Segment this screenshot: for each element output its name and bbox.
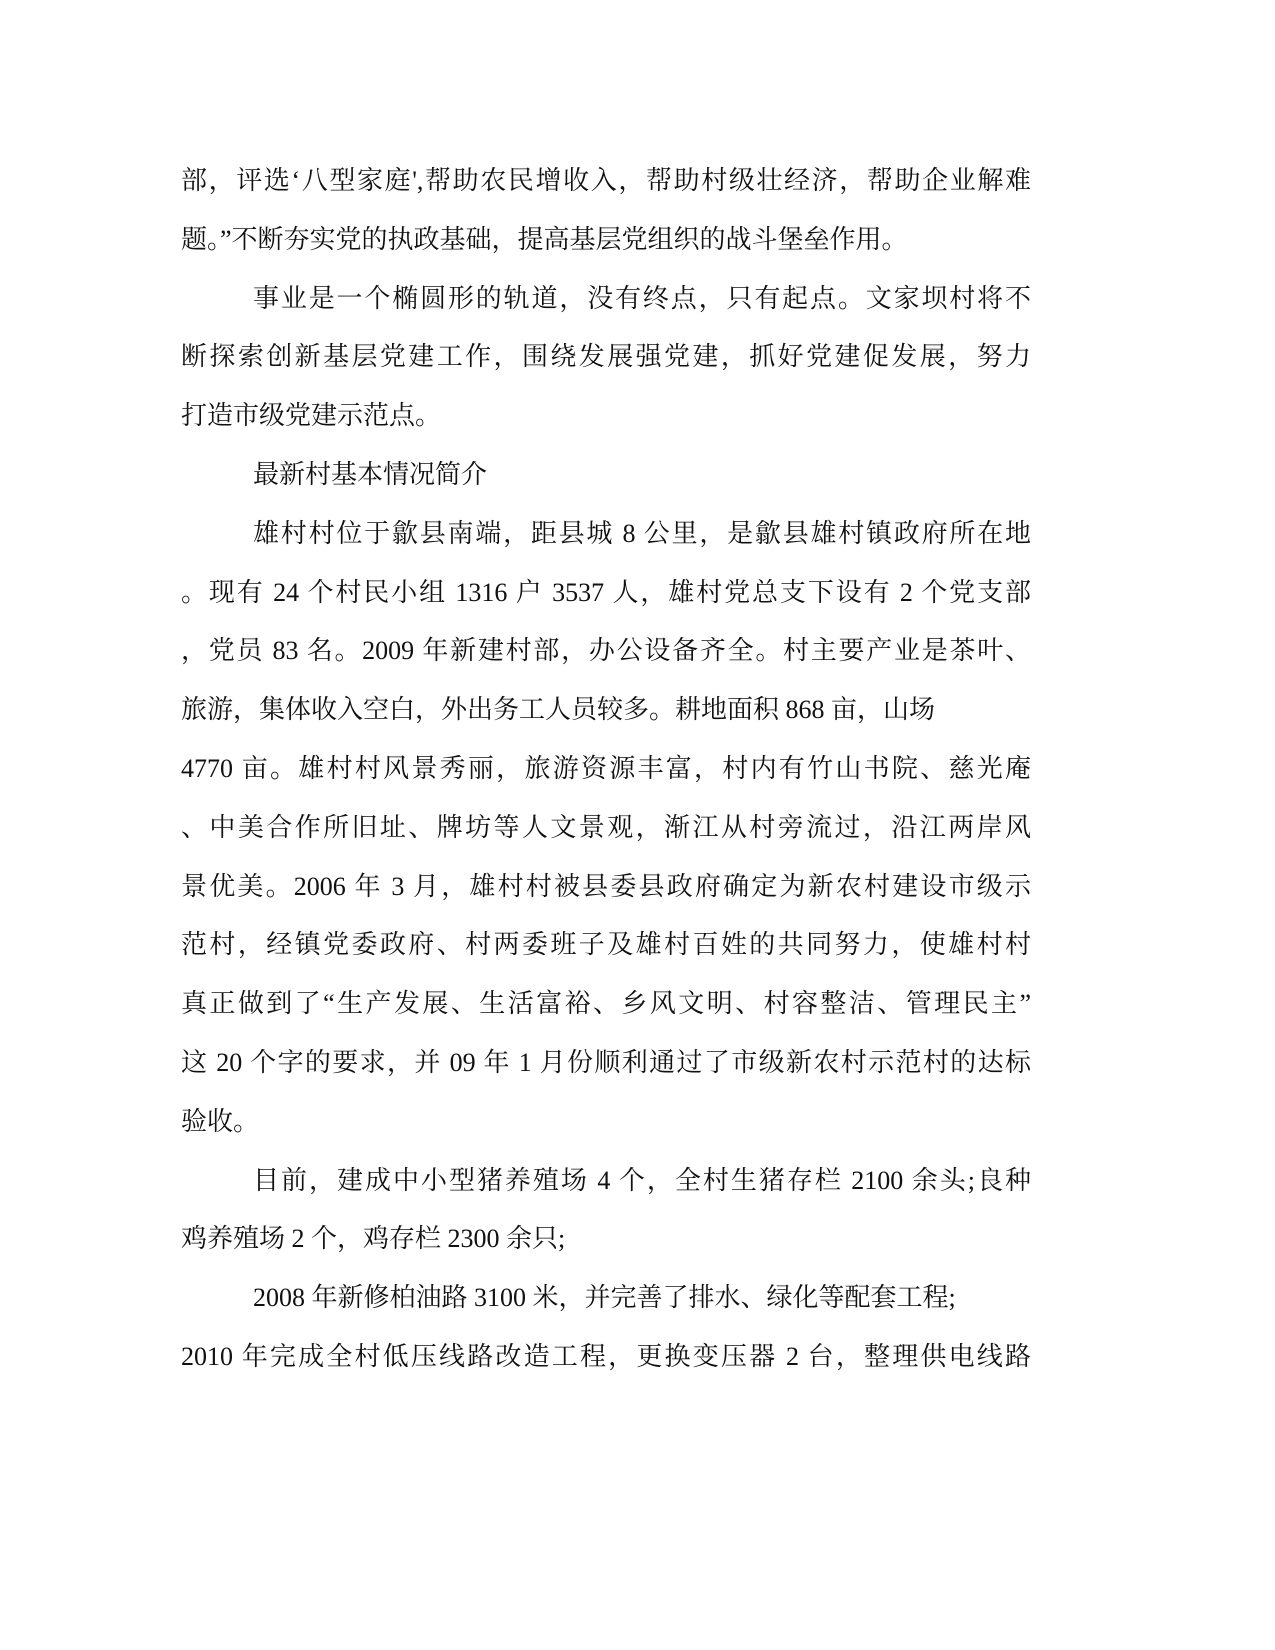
text-line: 断探索创新基层党建工作，围绕发展强党建，抓好党建促发展，努力 (181, 342, 1031, 372)
text-line: 2008 年新修柏油路 3100 米，并完善了排水、绿化等配套工程; (253, 1283, 956, 1313)
text-line: 雄村村位于歙县南端，距县城 8 公里，是歙县雄村镇政府所在地 (253, 518, 1031, 548)
text-line: 景优美。2006 年 3 月，雄村村被县委县政府确定为新农村建设市级示 (181, 871, 1031, 901)
text-line: 2010 年完成全村低压线路改造工程，更换变压器 2 台，整理供电线路 (181, 1341, 1031, 1371)
text-line: 目前，建成中小型猪养殖场 4 个，全村生猪存栏 2100 余头;良种 (253, 1165, 1031, 1195)
text-line: ，党员 83 名。2009 年新建村部，办公设备齐全。村主要产业是茶叶、 (181, 636, 1031, 666)
text-line: 打造市级党建示范点。 (181, 401, 442, 431)
text-line: 验收。 (181, 1106, 260, 1136)
text-line: 鸡养殖场 2 个，鸡存栏 2300 余只; (181, 1224, 566, 1254)
text-line: 。现有 24 个村民小组 1316 户 3537 人，雄村党总支下设有 2 个党支部 (181, 577, 1031, 607)
text-line: 4770 亩。雄村村风景秀丽，旅游资源丰富，村内有竹山书院、慈光庵 (181, 753, 1031, 783)
text-line: 旅游，集体收入空白，外出务工人员较多。耕地面积 868 亩，山场 (181, 695, 936, 725)
text-line: 范村，经镇党委政府、村两委班子及雄村百姓的共同努力，使雄村村 (181, 930, 1031, 960)
document-body (181, 163, 1031, 1398)
text-line: 最新村基本情况简介 (253, 459, 488, 489)
text-line: 事业是一个椭圆形的轨道，没有终点，只有起点。文家坝村将不 (253, 283, 1031, 313)
text-line: 部，评选‘八型家庭',帮助农民增收入，帮助村级壮经济，帮助企业解难 (181, 166, 1031, 195)
text-line: 真正做到了“生产发展、生活富裕、乡风文明、村容整洁、管理民主” (181, 989, 1031, 1019)
text-line: 这 20 个字的要求，并 09 年 1 月份顺利通过了市级新农村示范村的达标 (181, 1047, 1031, 1077)
text-line: 题。”不断夯实党的执政基础，提高基层党组织的战斗堡垒作用。 (181, 224, 908, 254)
text-line: 、中美合作所旧址、牌坊等人文景观，渐江从村旁流过，沿江两岸风 (181, 812, 1031, 842)
